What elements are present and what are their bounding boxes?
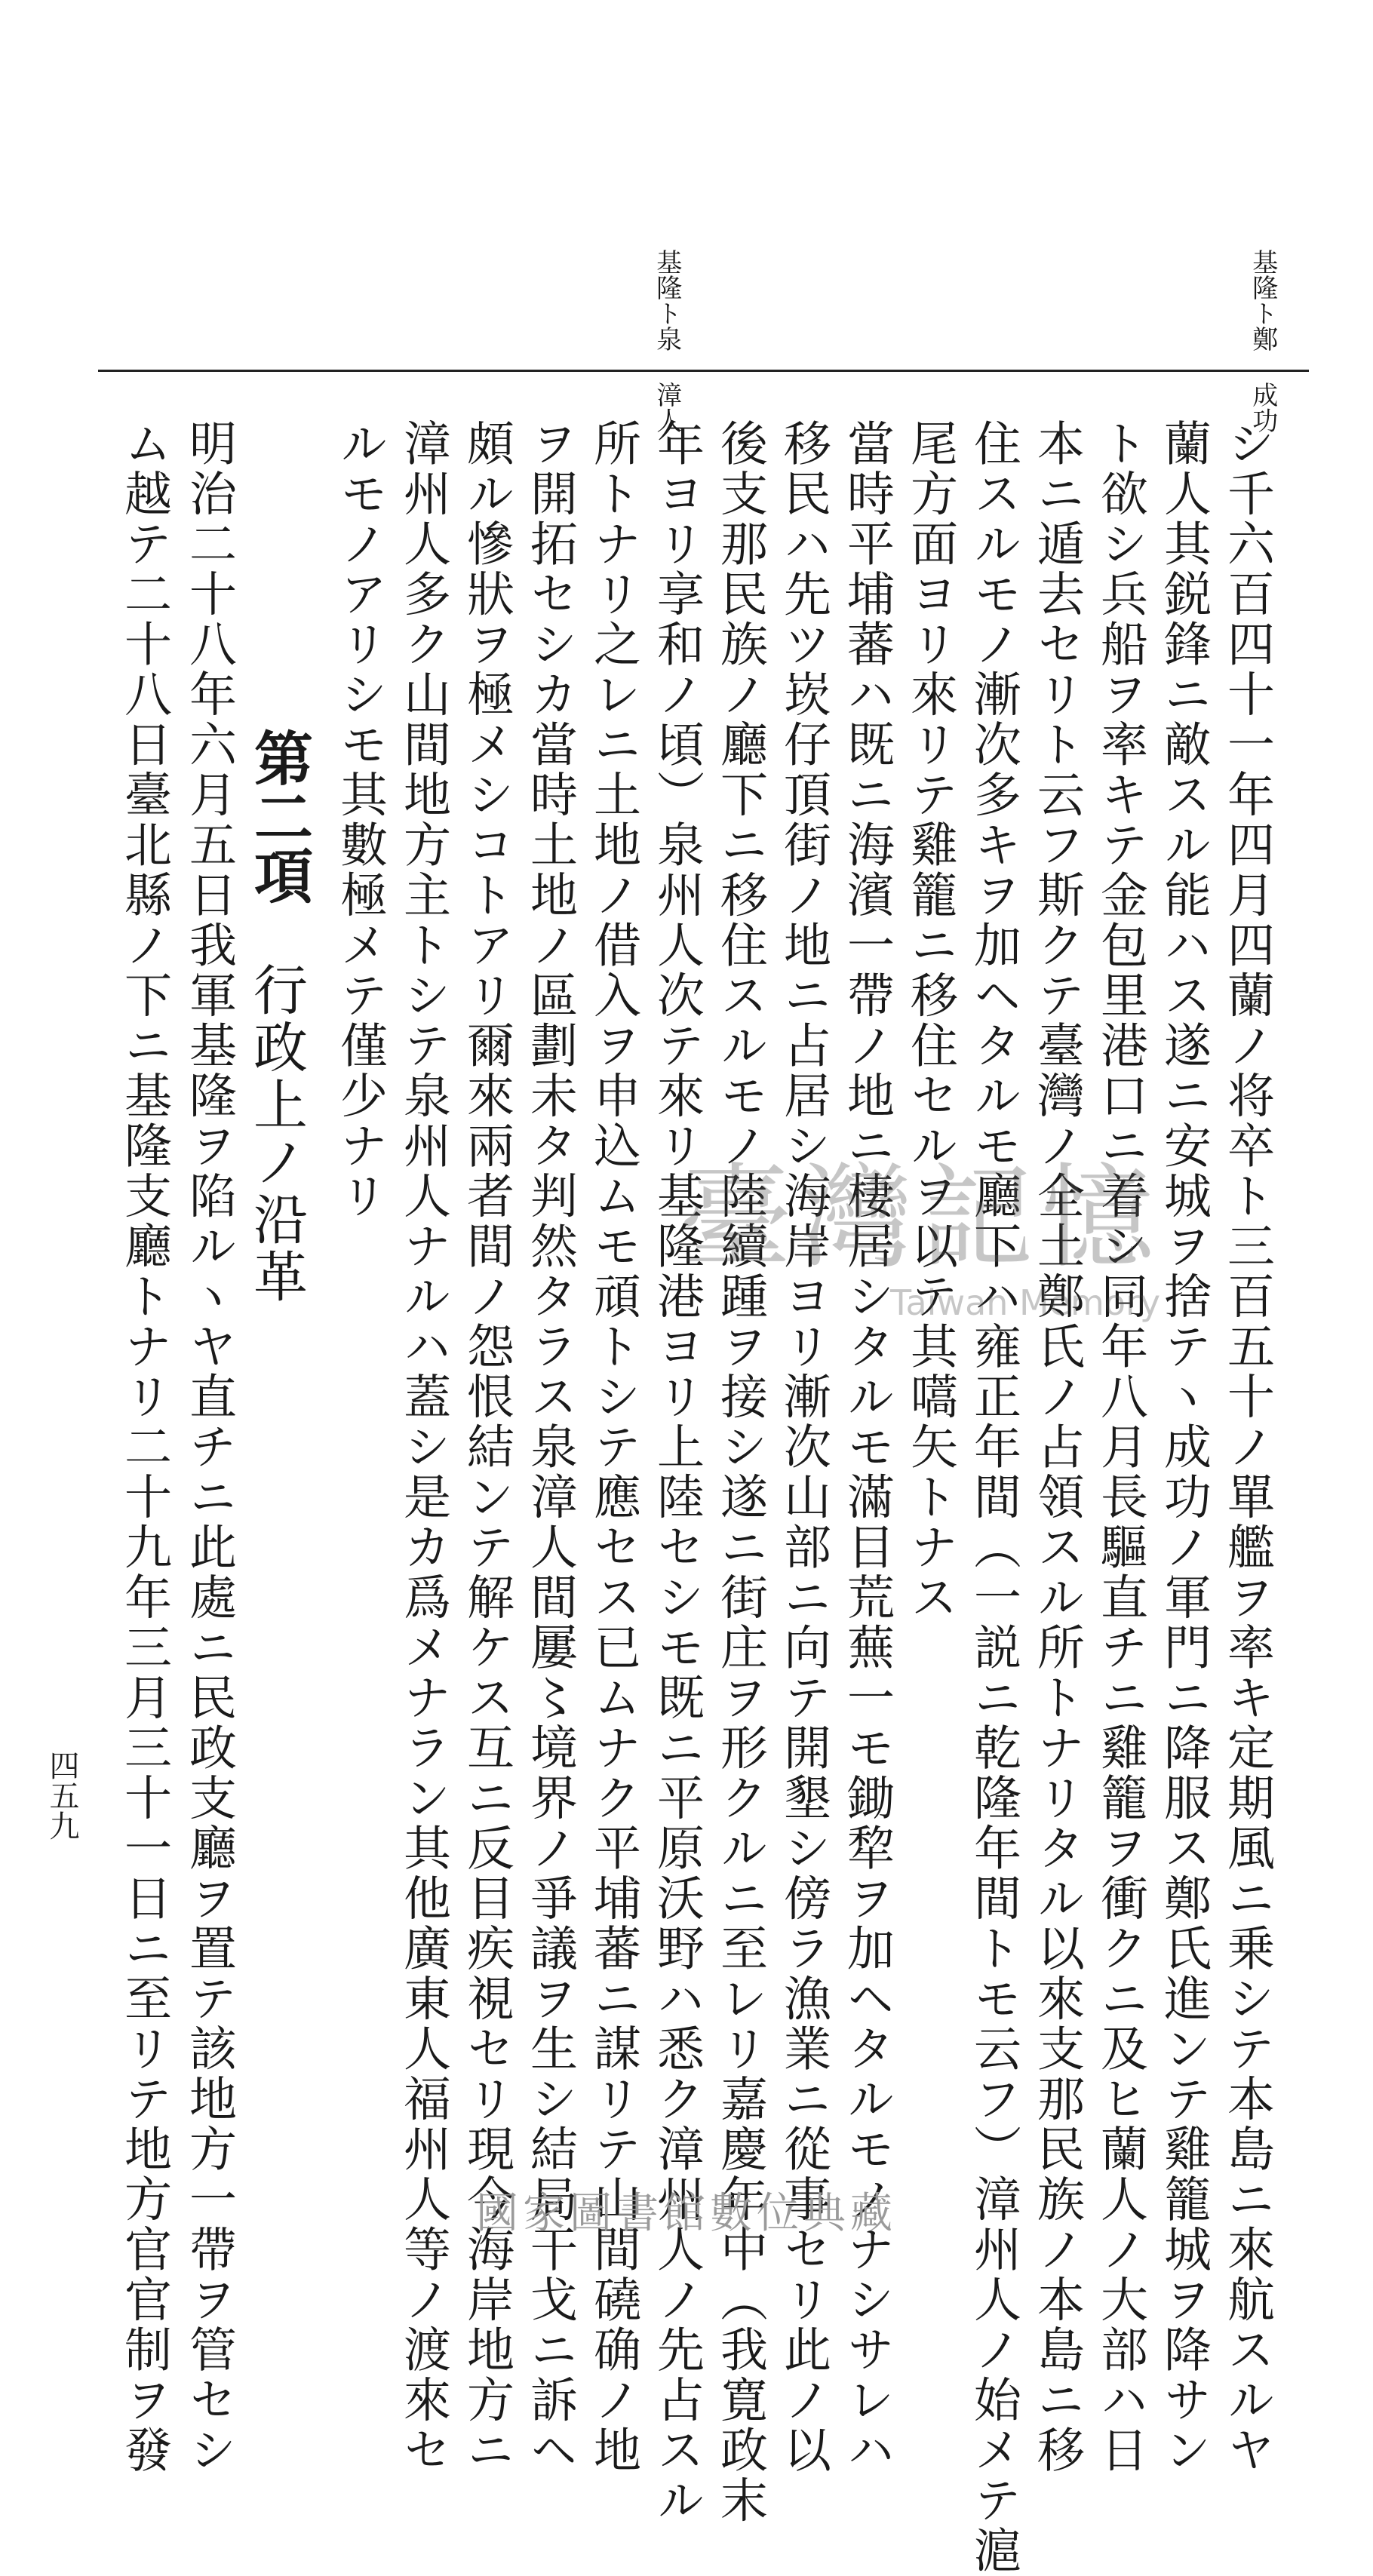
text-column-15: ルモノアリシモ其數極メテ僅少ナリ	[333, 419, 388, 1221]
header-rule	[98, 370, 1309, 372]
text-column-12: ヲ開拓セシカ當時土地ノ區劃未タ判然タラス泉漳人間屢〻境界ノ爭議ヲ生シ結局干戈ニ訴ヘ	[523, 419, 578, 2476]
section-title: 行政上ノ沿革	[244, 962, 308, 1306]
text-column-10: 年ヨリ享和ノ頃）泉州人次テ來リ基隆港ヨリ上陸セシモ既ニ平原沃野ハ悉ク漳州人ノ先占スル	[650, 419, 705, 2525]
margin-note-1	[1249, 249, 1276, 433]
text-column-14: 漳州人多ク山間地方主トシテ泉州人ナルハ蓋シ是カ爲メナラン其他廣東人福州人等ノ渡來セ	[396, 419, 451, 2476]
text-column-13: 頗ル慘狀ヲ極メシコトアリ爾來兩者間ノ怨恨結ンテ解ケス互ニ反目疾視セリ現今海岸地方ニ	[459, 419, 514, 2476]
text-column-3: ト欲シ兵船ヲ率キテ金包里港口ニ着シ同年八月長驅直チニ雞籠ヲ衝クニ及ヒ蘭人ノ大部ハ日	[1093, 419, 1148, 2476]
margin-note-2-line-2: 漳人	[651, 382, 682, 433]
text-column-11: 所トナリ之レニ土地ノ借入ヲ申込ムモ頑トシテ應セス已ムナク平埔蕃ニ謀リテ山間磽确ノ地	[586, 419, 641, 2476]
watermark-text: 臺灣記憶	[679, 1153, 1163, 1284]
text-column-5: 住スルモノ漸次多キヲ加ヘタルモ廳下ハ雍正年間（一説ニ乾隆年間トモ云フ）漳州人ノ始メテ滬	[966, 419, 1021, 2576]
page-number: 四五九	[45, 1750, 79, 1841]
text-column-4: 本ニ遁去セリト云フ斯クテ臺灣ノ全土鄭氏ノ占領スル所トナリタル以來支那民族ノ本島ニ移	[1030, 419, 1085, 2476]
margin-note-2-line-1: 基隆ト泉	[651, 249, 682, 352]
text-column-2: 蘭人其鋭鋒ニ敵スル能ハス遂ニ安城ヲ捨テヽ成功ノ軍門ニ降服ス鄭氏進ンテ雞籠城ヲ降サン	[1156, 419, 1212, 2476]
margin-note-1-line-2: 成功	[1247, 382, 1278, 433]
text-column-17: ム越テ二十八日臺北縣ノ下ニ基隆支廳トナリ二十九年三月三十一日ニ至リテ地方官官制ヲ發	[117, 419, 172, 2476]
text-column-8: 移民ハ先ツ崁仔頂街ノ地ニ占居シ海岸ヨリ漸次山部ニ向テ開墾シ傍ラ漁業ニ從事セリ此ノ以	[776, 419, 831, 2476]
watermark-subtext: Taiwan Memory	[890, 1282, 1161, 1323]
text-column-7: 當時平埔蕃ハ既ニ海濱一帶ノ地ニ棲居シタルモ滿目荒蕪一モ鋤犂ヲ加ヘタルモノナシサレハ	[840, 419, 895, 2476]
text-column-9: 後支那民族ノ廳下ニ移住スルモノ陸續踵ヲ接シ遂ニ街庄ヲ形クルニ至レリ嘉慶年中（我寛政末	[713, 419, 768, 2525]
text-column-6: 尾方面ヨリ來リテ雞籠ニ移住セルヲ以テ其嚆矢トナス	[903, 419, 958, 1623]
margin-note-1-line-1: 基隆ト鄭	[1247, 249, 1278, 352]
section-number: 第二項	[244, 728, 313, 904]
text-column-16: 明治二十八年六月五日我軍基隆ヲ陷ルヽヤ直チニ此處ニ民政支廳ヲ置テ該地方一帶ヲ管セシ	[182, 419, 237, 2476]
text-column-1: シ千六百四十一年四月四蘭ノ将卒ト三百五十ノ單艦ヲ率キ定期風ニ乗シテ本島ニ來航スルヤ	[1220, 419, 1275, 2476]
footer-archive-label: 國家圖書館數位典藏	[476, 2189, 897, 2238]
margin-note-2	[653, 249, 680, 433]
